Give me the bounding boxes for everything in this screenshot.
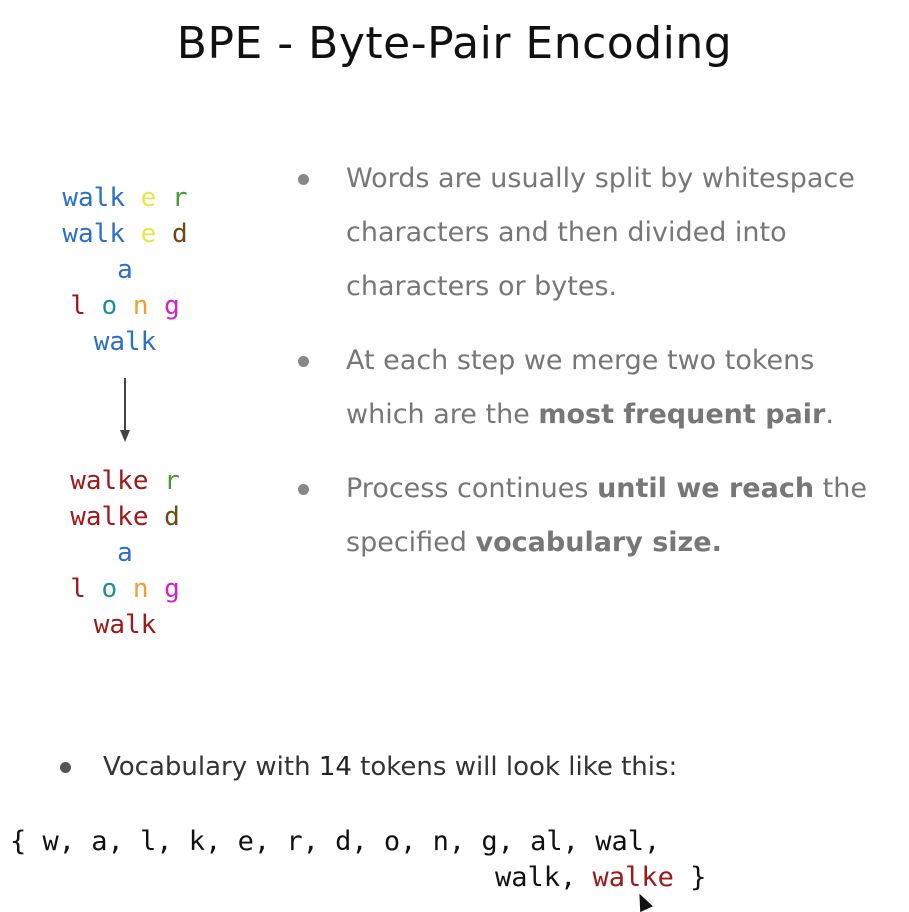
after-line-2 <box>30 499 220 535</box>
token: l <box>70 574 86 604</box>
token: r <box>164 466 180 496</box>
bullet-dot-icon <box>298 174 309 185</box>
bullet-list <box>298 152 888 590</box>
bullet-dot-icon <box>298 356 309 367</box>
token <box>148 502 164 532</box>
slide-title: BPE - Byte-Pair Encoding <box>176 18 733 69</box>
token: walke <box>70 502 149 532</box>
token: walk <box>62 183 125 213</box>
token <box>148 574 164 604</box>
bullet-dot-icon <box>60 762 71 773</box>
token: l <box>70 291 86 321</box>
token: a <box>117 255 133 285</box>
before-line-3 <box>30 252 220 288</box>
arrow-head-icon <box>120 430 130 442</box>
token: a <box>117 538 133 568</box>
down-arrow-icon <box>124 378 126 433</box>
token: g <box>164 574 180 604</box>
after-line-3 <box>30 535 220 571</box>
before-line-4 <box>30 288 220 324</box>
vocab-set <box>10 824 706 896</box>
token <box>86 291 102 321</box>
token: walk <box>62 219 125 249</box>
vocab-description: Vocabulary with 14 tokens will look like this: <box>60 752 677 782</box>
before-line-2 <box>30 216 220 252</box>
vocab-set-line2: walk, walke } <box>495 862 707 893</box>
token: g <box>164 291 180 321</box>
token: n <box>132 574 149 604</box>
bullet-1: Words are usually split by whitespace characters and then divided into characters or bytes. <box>298 152 888 314</box>
token: e <box>140 183 157 213</box>
token <box>117 291 133 321</box>
token <box>86 574 102 604</box>
token <box>117 574 133 604</box>
token <box>156 183 172 213</box>
token: o <box>101 574 118 604</box>
token: e <box>140 219 157 249</box>
tokens-before <box>30 180 220 360</box>
token: walk <box>93 610 157 640</box>
token <box>156 219 172 249</box>
token <box>125 219 141 249</box>
bullet-3: Process continues until we reach the specified vocabulary size. <box>298 462 888 570</box>
token: walke <box>70 466 149 496</box>
token: d <box>171 219 188 249</box>
tokens-after <box>30 463 220 643</box>
before-line-1 <box>30 180 220 216</box>
token: r <box>171 183 188 213</box>
after-line-1 <box>30 463 220 499</box>
vocab-set-line1: { w, a, l, k, e, r, d, o, n, g, al, wal, <box>10 826 661 857</box>
after-line-4 <box>30 571 220 607</box>
token <box>148 466 164 496</box>
token <box>148 291 164 321</box>
token: o <box>101 291 118 321</box>
after-line-5 <box>30 607 220 643</box>
bullet-dot-icon <box>298 484 309 495</box>
token: walk <box>93 327 157 357</box>
bullet-2: At each step we merge two tokens which are the most frequent pair. <box>298 334 888 442</box>
vocab-highlight-token: walke <box>592 862 674 893</box>
token: n <box>132 291 149 321</box>
token: d <box>164 502 180 532</box>
token <box>125 183 141 213</box>
before-line-5 <box>30 324 220 360</box>
